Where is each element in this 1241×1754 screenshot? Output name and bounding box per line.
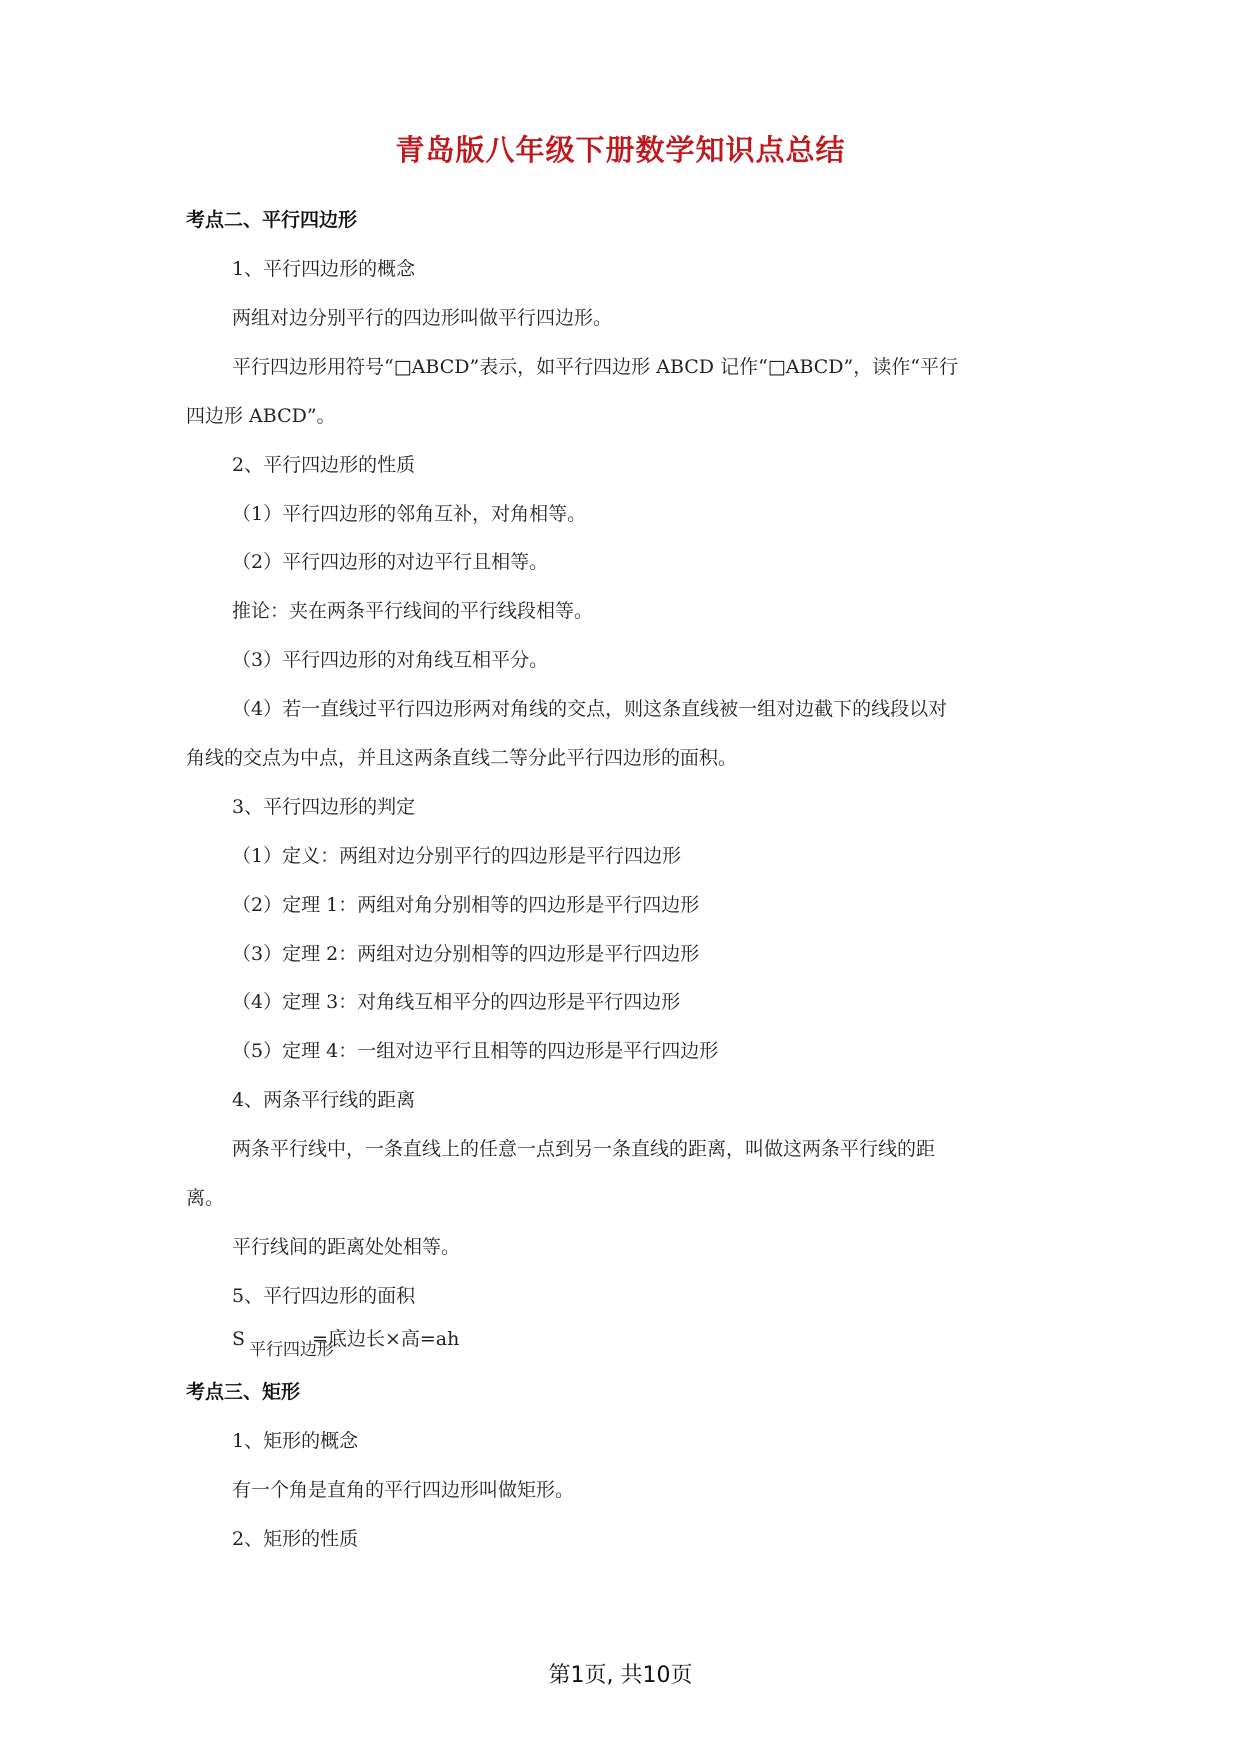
list-item: （2）平行四边形的对边平行且相等。	[232, 551, 549, 573]
section-heading-rectangle: 考点三、矩形	[186, 1381, 301, 1403]
list-item: （4）定理 3：对角线互相平分的四边形是平行四边形	[232, 991, 681, 1013]
formula-expression: =底边长×高=ah	[312, 1328, 460, 1350]
subsection-title: 1、平行四边形的概念	[232, 258, 416, 280]
subsection-title: 5、平行四边形的面积	[232, 1285, 416, 1307]
paragraph: 四边形 ABCD”。	[186, 405, 336, 427]
paragraph: 两条平行线中，一条直线上的任意一点到另一条直线的距离，叫做这两条平行线的距	[232, 1138, 936, 1160]
list-item: 角线的交点为中点，并且这两条直线二等分此平行四边形的面积。	[186, 747, 738, 769]
subsection-title: 4、两条平行线的距离	[232, 1089, 416, 1111]
page-number: 第1页, 共10页	[548, 1663, 693, 1688]
subsection-title: 1、矩形的概念	[232, 1430, 359, 1452]
subsection-title: 2、平行四边形的性质	[232, 454, 416, 476]
paragraph: 平行线间的距离处处相等。	[232, 1236, 461, 1258]
list-item: （3）定理 2：两组对边分别相等的四边形是平行四边形	[232, 943, 700, 965]
list-item: （1）定义：两组对边分别平行的四边形是平行四边形	[232, 845, 682, 867]
section-heading-parallelogram: 考点二、平行四边形	[186, 209, 358, 231]
list-item: （1）平行四边形的邻角互补，对角相等。	[232, 503, 587, 525]
document-title: 青岛版八年级下册数学知识点总结	[395, 133, 846, 167]
paragraph: 有一个角是直角的平行四边形叫做矩形。	[232, 1479, 575, 1501]
paragraph: 两组对边分别平行的四边形叫做平行四边形。	[232, 307, 613, 329]
formula-symbol: S	[232, 1328, 246, 1350]
list-item: （2）定理 1：两组对角分别相等的四边形是平行四边形	[232, 894, 700, 916]
area-formula	[232, 1325, 460, 1360]
paragraph: 离。	[186, 1187, 225, 1209]
paragraph: 推论：夹在两条平行线间的平行线段相等。	[232, 600, 594, 622]
list-item: （3）平行四边形的对角线互相平分。	[232, 649, 549, 671]
subsection-title: 3、平行四边形的判定	[232, 796, 416, 818]
formula-subscript: 平行四边形	[249, 1340, 335, 1360]
list-item: （5）定理 4：一组对边平行且相等的四边形是平行四边形	[232, 1040, 719, 1062]
paragraph: 平行四边形用符号“□ABCD”表示，如平行四边形 ABCD 记作“□ABCD”，读作“平行	[232, 356, 958, 378]
list-item: （4）若一直线过平行四边形两对角线的交点，则这条直线被一组对边截下的线段以对	[232, 698, 948, 720]
subsection-title: 2、矩形的性质	[232, 1528, 359, 1550]
